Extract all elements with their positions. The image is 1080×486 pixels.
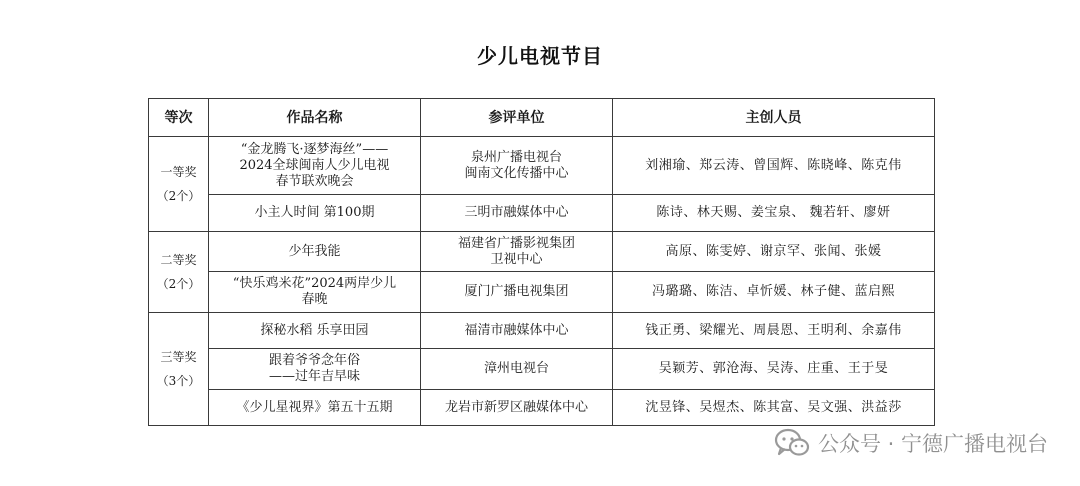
work-title-cell <box>209 390 421 426</box>
award-level-label: 一等奖 <box>160 165 197 179</box>
unit-cell <box>421 272 613 313</box>
table-row <box>149 232 935 272</box>
watermark-text: 公众号 · 宁德广播电视台 <box>817 432 1048 456</box>
unit-cell <box>421 232 613 272</box>
unit-line: 漳州电视台 <box>483 361 549 376</box>
header-work-title: 作品名称 <box>209 99 421 137</box>
work-title-line: “金龙腾飞·逐梦海丝”—— <box>240 141 389 157</box>
unit-cell <box>421 349 613 390</box>
table-row <box>149 195 935 232</box>
work-title-line: 小主人时间 第100期 <box>254 205 375 220</box>
work-title-cell <box>209 195 421 232</box>
creators-cell: 冯璐璐、陈洁、卓忻媛、林子健、蓝启熙 <box>613 272 935 313</box>
unit-line: 闽南文化传播中心 <box>464 165 569 181</box>
creators-cell: 吴颖芳、郭沧海、吴涛、庄重、王于旻 <box>613 349 935 390</box>
header-level: 等次 <box>149 99 209 137</box>
unit-line: 厦门广播电视集团 <box>464 284 569 299</box>
award-count-label: （3个） <box>156 374 201 388</box>
work-title-line: 跟着爷爷念年俗 <box>268 353 360 368</box>
creators-cell: 高原、陈雯婷、谢京罕、张闻、张媛 <box>613 232 935 272</box>
awards-table <box>148 98 935 426</box>
work-title-line: 少年我能 <box>288 243 341 259</box>
unit-cell <box>421 137 613 195</box>
award-count-label: （2个） <box>156 189 201 203</box>
work-title-cell <box>209 232 421 272</box>
creators-cell: 钱正勇、梁耀光、周晨恩、王明利、余嘉伟 <box>613 313 935 349</box>
creators-cell: 刘湘瑜、郑云涛、曾国辉、陈晓峰、陈克伟 <box>613 137 935 195</box>
unit-line: 卫视中心 <box>490 251 543 267</box>
work-title-cell <box>209 313 421 349</box>
creators-cell: 陈诗、林天赐、姜宝泉、 魏若轩、廖妍 <box>613 195 935 232</box>
table-row <box>149 313 935 349</box>
creators-cell: 沈昱锋、吴煜杰、陈其富、吴文强、洪益莎 <box>613 390 935 426</box>
unit-line: 福清市融媒体中心 <box>464 322 569 338</box>
work-title-line: 探秘水稻 乐享田园 <box>260 322 369 338</box>
unit-cell <box>421 313 613 349</box>
work-title-cell <box>209 272 421 313</box>
unit-line: 三明市融媒体中心 <box>464 205 569 220</box>
award-level-cell <box>149 313 209 426</box>
work-title-line: “快乐鸡米花”2024两岸少儿 <box>232 276 397 291</box>
award-count-label: （2个） <box>156 277 201 291</box>
wechat-icon <box>774 428 810 458</box>
page-title: 少儿电视节目 <box>477 44 603 68</box>
table-row <box>149 272 935 313</box>
work-title-line: 2024全球闽南人少儿电视 <box>239 157 390 173</box>
table-header-row <box>149 99 935 137</box>
unit-cell <box>421 195 613 232</box>
watermark <box>774 426 1048 460</box>
header-creators: 主创人员 <box>613 99 935 137</box>
unit-line: 福建省广播影视集团 <box>457 235 575 251</box>
work-title-line: ——过年吉早味 <box>268 369 360 384</box>
award-level-cell <box>149 232 209 313</box>
work-title-line: 《少儿星视界》第五十五期 <box>236 399 393 415</box>
award-level-label: 二等奖 <box>160 253 197 267</box>
award-level-cell <box>149 137 209 232</box>
header-unit: 参评单位 <box>421 99 613 137</box>
table-row <box>149 349 935 390</box>
award-level-label: 三等奖 <box>160 350 197 364</box>
unit-cell <box>421 390 613 426</box>
table-row <box>149 137 935 195</box>
unit-line: 泉州广播电视台 <box>470 149 562 165</box>
work-title-cell <box>209 137 421 195</box>
table-row <box>149 390 935 426</box>
work-title-cell <box>209 349 421 390</box>
work-title-line: 春节联欢晚会 <box>275 173 354 189</box>
work-title-line: 春晚 <box>301 292 328 307</box>
unit-line: 龙岩市新罗区融媒体中心 <box>444 399 588 415</box>
